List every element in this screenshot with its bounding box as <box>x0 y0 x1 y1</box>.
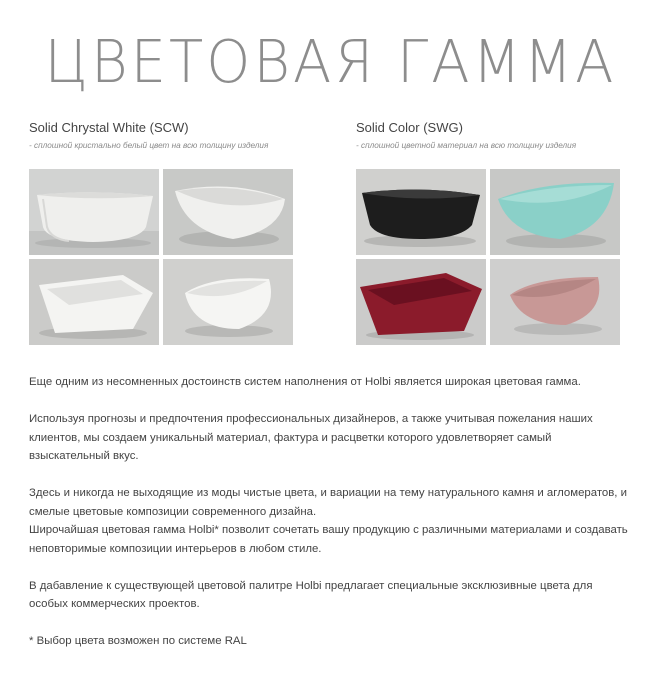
collection-scw <box>29 120 268 164</box>
photo-white-egg-bowl <box>163 259 293 345</box>
photo-pink-bowl <box>490 259 620 345</box>
collection-description: - сплошной кристально белый цвет на всю толщину изделия <box>29 141 269 150</box>
collection-name: Solid Color (SWG) <box>356 120 463 135</box>
collection-swg <box>356 120 576 164</box>
photo-red-basin <box>356 259 486 345</box>
collection-name: Solid Chrystal White (SCW) <box>29 120 189 135</box>
paragraph: Здесь и никогда не выходящие из моды чистые цвета, и вариации на тему натурального камня и агломератов, и смелые цветовые композиции современного дизайна. <box>29 487 628 518</box>
page-title: ЦВЕТОВАЯ ГАММА <box>44 28 617 97</box>
swg-photo-grid <box>356 169 620 345</box>
photo-white-rect-basin <box>29 259 159 345</box>
footnote: * Выбор цвета возможен по системе RAL <box>29 635 247 647</box>
paragraph: В дабавление к существующей цветовой палитре Holbi предлагает специальные эксклюзивные цвета для особых коммерческих проектов. <box>29 579 593 610</box>
photo-white-oval-bowl <box>163 169 293 255</box>
body-text <box>29 373 629 669</box>
collection-description: - сплошной цветной материал на всю толщину изделия <box>356 141 577 150</box>
photo-black-basin <box>356 169 486 255</box>
paragraph: Используя прогнозы и предпочтения профессиональных дизайнеров, а также учитывая пожелания наших клиентов, мы создаем уникальный материал, фактура и расцветки которого удовлетворяет самый взыскательный вкус. <box>29 413 593 462</box>
paragraph: Еще одним из несомненных достоинств систем наполнения от Holbi является широкая цветовая гамма. <box>29 376 581 388</box>
photo-mint-bowl <box>490 169 620 255</box>
paragraph: Широчайшая цветовая гамма Holbi* позволит сочетать вашу продукцию с различными материалами и создавать неповторимые композиции интерьеров в любом стиле. <box>29 524 628 555</box>
scw-photo-grid <box>29 169 293 345</box>
photo-white-bathtub <box>29 169 159 255</box>
